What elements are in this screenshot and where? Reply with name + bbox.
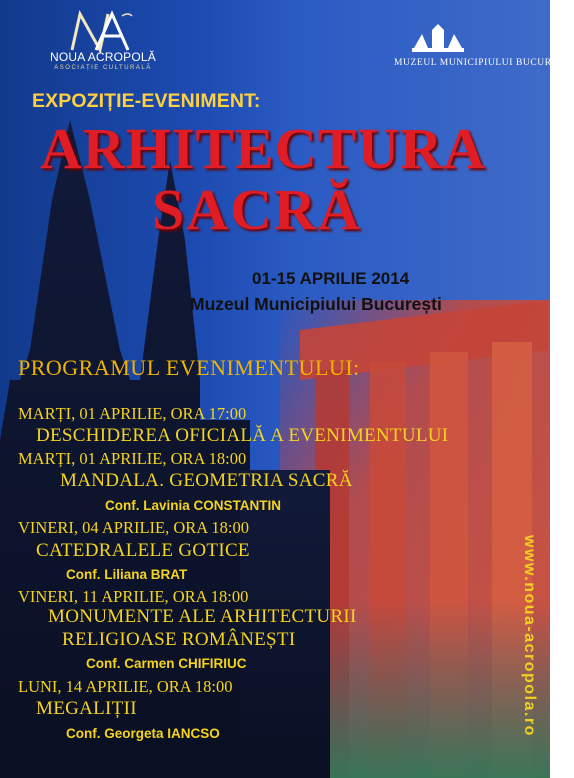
event-speaker: Conf. Liliana BRAT: [66, 567, 188, 582]
title-line-1: ARHITECTURA: [40, 116, 487, 181]
event-title: CATEDRALELE GOTICE: [36, 540, 250, 561]
event-title: MONUMENTE ALE ARHITECTURII: [48, 606, 357, 627]
logo-right-name: MUZEUL MUNICIPIULUI BUCUREȘTI: [394, 58, 574, 68]
event-day: VINERI, 11 APRILIE, ORA 18:00: [18, 587, 249, 606]
coat-of-arms-icon: [410, 22, 466, 54]
event-title: MEGALIȚII: [36, 698, 137, 719]
event-speaker: Conf. Carmen CHIFIRIUC: [86, 656, 247, 671]
event-speaker: Conf. Georgeta IANCSO: [66, 726, 220, 741]
event-day: VINERI, 04 APRILIE, ORA 18:00: [18, 518, 249, 537]
event-dates: 01-15 APRILIE 2014: [252, 269, 410, 288]
event-day: LUNI, 14 APRILIE, ORA 18:00: [18, 677, 233, 696]
event-title: MANDALA. GEOMETRIA SACRĂ: [60, 470, 353, 491]
event-speaker: Conf. Lavinia CONSTANTIN: [105, 498, 282, 513]
kicker: EXPOZIȚIE-EVENIMENT:: [32, 90, 261, 112]
event-title-line-2: RELIGIOASE ROMÂNEȘTI: [62, 629, 296, 650]
event-title: DESCHIDEREA OFICIALĂ A EVENIMENTULUI: [36, 425, 449, 446]
noua-acropola-logo: [48, 10, 158, 70]
website-url: [516, 535, 546, 775]
logo-left-name: NOUA ACROPOLĂ: [50, 50, 156, 64]
event-day: MARȚI, 01 APRILIE, ORA 18:00: [18, 449, 247, 468]
logo-left-subtitle: ASOCIAȚIE CULTURALĂ: [54, 65, 152, 71]
program-heading: PROGRAMUL EVENIMENTULUI:: [18, 355, 360, 380]
na-monogram-icon: [66, 10, 136, 52]
website-url-text: www.noua-acropola.ro: [521, 535, 538, 737]
event-venue: Muzeul Municipiului București: [190, 294, 442, 314]
museum-logo: [394, 22, 574, 77]
event-day: MARȚI, 01 APRILIE, ORA 17:00: [18, 404, 247, 423]
title-line-2: SACRĂ: [152, 177, 362, 242]
